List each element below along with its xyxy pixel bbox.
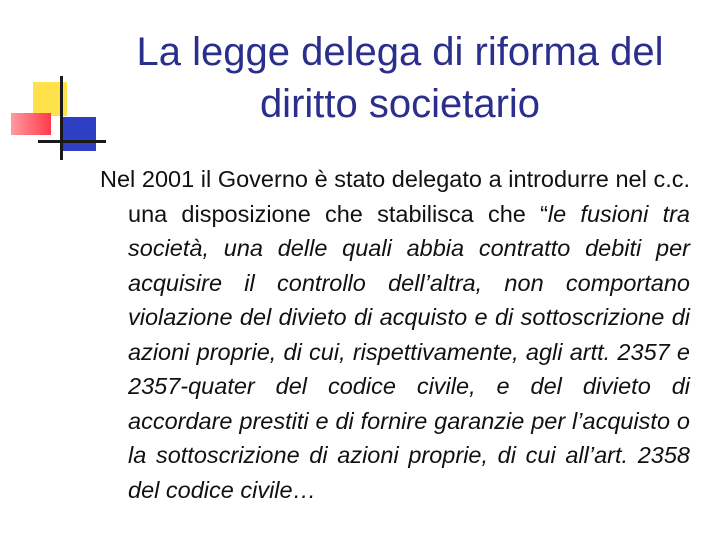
vertical-line xyxy=(60,76,63,160)
slide-title: La legge delega di riforma del diritto societario xyxy=(136,30,664,126)
body-paragraph xyxy=(100,162,690,507)
blue-square-icon xyxy=(60,117,96,151)
horizontal-line xyxy=(38,140,106,143)
body-quote: le fusioni tra società, una delle quali abbia contratto debiti per acquisire il controllo dell’altra, non comportano violazione del divieto di acquisto e di sottoscrizione di azioni proprie, di cui, rispettivamente, agli artt. 2357 e 2357-quater del codice civile, e del divieto di accordare prestiti e di fornire garanzie per l’acquisto o la sottoscrizione di azioni proprie, di cui all’art. 2358 del codice civile… xyxy=(128,200,690,503)
colored-squares-logo-icon xyxy=(0,0,100,170)
body-intro: Nel 2001 il Governo è stato delegato a introdurre nel c.c. una disposizione che stabilisca che “ xyxy=(100,166,690,227)
red-square-icon xyxy=(11,113,51,135)
